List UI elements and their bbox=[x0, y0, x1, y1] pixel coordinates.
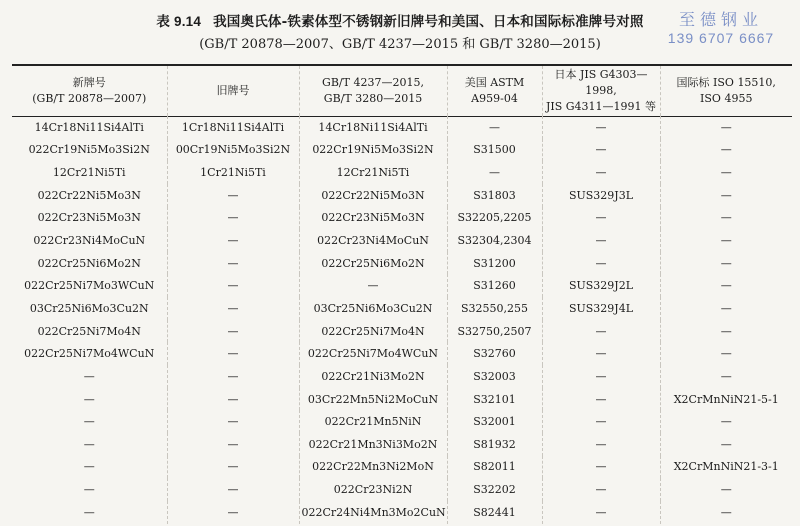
table-cell-col-astm: S31500 bbox=[447, 139, 542, 162]
table-row bbox=[12, 433, 792, 456]
table-cell-col-gbt-4237: 022Cr25Ni6Mo2N bbox=[299, 252, 447, 275]
table-cell-col-astm: S32550,255 bbox=[447, 297, 542, 320]
table-cell-col-gbt-4237: 022Cr23Ni5Mo3N bbox=[299, 207, 447, 230]
table-cell-col-jis: — bbox=[542, 478, 660, 501]
header-line: JIS G4311—1991 等 bbox=[545, 99, 657, 113]
table-cell-col-new-grade: 022Cr25Ni7Mo4WCuN bbox=[24, 347, 155, 361]
table-cell-col-gbt-4237: 022Cr19Ni5Mo3Si2N bbox=[299, 139, 447, 162]
header-line: A959-04 bbox=[471, 92, 518, 105]
header-col-old-grade bbox=[167, 66, 299, 116]
table-cell-col-jis: — bbox=[542, 252, 660, 275]
table-row bbox=[12, 184, 792, 207]
table-cell-col-gbt-4237: 022Cr23Ni4MoCuN bbox=[299, 229, 447, 252]
table-cell-col-iso: — bbox=[660, 501, 792, 524]
table-cell-col-jis: SUS329J2L bbox=[542, 274, 660, 297]
table-cell-col-gbt-4237: 022Cr22Ni5Mo3N bbox=[299, 184, 447, 207]
table-cell-col-old-grade: — bbox=[167, 320, 299, 343]
table-cell-col-old-grade: — bbox=[167, 297, 299, 320]
table-cell-col-new-grade: 022Cr19Ni5Mo3Si2N bbox=[28, 143, 150, 157]
table-cell-col-old-grade: — bbox=[167, 478, 299, 501]
table-cell-col-jis: — bbox=[542, 501, 660, 524]
header-line: (GB/T 20878—2007) bbox=[32, 92, 147, 105]
table-cell-col-old-grade: 1Cr18Ni11Si4AlTi bbox=[167, 116, 299, 139]
table-cell-col-iso: X2CrMnNiN21-5-1 bbox=[660, 388, 792, 411]
table-cell-col-gbt-4237: 022Cr25Ni7Mo4WCuN bbox=[299, 342, 447, 365]
table-cell-col-new-grade: 022Cr23Ni4MoCuN bbox=[33, 234, 146, 248]
table-cell-col-old-grade: — bbox=[167, 410, 299, 433]
table-cell-col-gbt-4237: 022Cr23Ni2N bbox=[299, 478, 447, 501]
table-cell-col-iso: — bbox=[660, 274, 792, 297]
table-cell-col-new-grade: — bbox=[83, 415, 95, 429]
table-cell-col-iso: — bbox=[660, 139, 792, 162]
table-cell-col-astm: S81932 bbox=[447, 433, 542, 456]
table-cell-col-gbt-4237: 022Cr21Ni3Mo2N bbox=[299, 365, 447, 388]
table-header bbox=[12, 66, 792, 116]
table-cell-col-new-grade: 022Cr25Ni7Mo3WCuN bbox=[24, 279, 155, 293]
watermark-phone: 139 6707 6667 bbox=[667, 30, 775, 47]
table-cell-col-astm: S32003 bbox=[447, 365, 542, 388]
table-cell-col-old-grade: — bbox=[167, 456, 299, 479]
table-cell-col-new-grade: 12Cr21Ni5Ti bbox=[52, 166, 126, 180]
header-col-jis bbox=[542, 66, 660, 116]
table-cell-col-new-grade: — bbox=[83, 505, 95, 519]
table-cell-col-old-grade: — bbox=[167, 184, 299, 207]
header-line: GB/T 3280—2015 bbox=[323, 92, 423, 105]
table-row bbox=[12, 456, 792, 479]
header-line: 新牌号 bbox=[72, 76, 106, 90]
header-row bbox=[12, 66, 792, 116]
header-col-iso bbox=[660, 66, 792, 116]
table-cell-col-old-grade: — bbox=[167, 274, 299, 297]
table-cell-col-gbt-4237: 022Cr25Ni7Mo4N bbox=[299, 320, 447, 343]
table-cell-col-jis: — bbox=[542, 410, 660, 433]
table-cell-col-astm: S32001 bbox=[447, 410, 542, 433]
table-cell-col-old-grade: — bbox=[167, 342, 299, 365]
table-cell-col-gbt-4237: 03Cr25Ni6Mo3Cu2N bbox=[299, 297, 447, 320]
table-row bbox=[12, 274, 792, 297]
header-line: ISO 4955 bbox=[700, 92, 753, 105]
table-cell-col-iso: — bbox=[660, 252, 792, 275]
table-cell-col-iso: — bbox=[660, 297, 792, 320]
table-cell-col-iso: — bbox=[660, 365, 792, 388]
header-line: 旧牌号 bbox=[216, 84, 250, 98]
table-cell-col-iso: — bbox=[660, 410, 792, 433]
table-cell-col-new-grade: — bbox=[83, 437, 95, 451]
table-cell-col-old-grade: — bbox=[167, 388, 299, 411]
table-cell-col-iso: — bbox=[660, 207, 792, 230]
table-cell-col-iso: — bbox=[660, 433, 792, 456]
table-cell-col-jis: SUS329J3L bbox=[542, 184, 660, 207]
table-cell-col-gbt-4237: 12Cr21Ni5Ti bbox=[299, 161, 447, 184]
table-cell-col-new-grade: 022Cr25Ni6Mo2N bbox=[37, 256, 141, 270]
table-cell-col-jis: — bbox=[542, 320, 660, 343]
table-cell-col-gbt-4237: 022Cr21Mn3Ni3Mo2N bbox=[299, 433, 447, 456]
table-cell-col-astm: S32760 bbox=[447, 342, 542, 365]
table-cell-col-old-grade: — bbox=[167, 207, 299, 230]
header-col-gbt-4237 bbox=[299, 66, 447, 116]
table-cell-col-astm: S32202 bbox=[447, 478, 542, 501]
table-cell-col-iso: — bbox=[660, 229, 792, 252]
table-row bbox=[12, 139, 792, 162]
header-line: GB/T 4237—2015, bbox=[322, 76, 424, 90]
table-row bbox=[12, 297, 792, 320]
table-cell-col-jis: — bbox=[542, 207, 660, 230]
table-cell-col-iso: — bbox=[660, 161, 792, 184]
table-cell-col-gbt-4237: — bbox=[299, 274, 447, 297]
table-cell-col-new-grade: — bbox=[83, 460, 95, 474]
table-cell-col-astm: S32205,2205 bbox=[447, 207, 542, 230]
table-row bbox=[12, 116, 792, 139]
table-number: 表 9.14 bbox=[156, 14, 202, 29]
table-cell-col-old-grade: — bbox=[167, 229, 299, 252]
table-cell-col-astm: S82441 bbox=[447, 501, 542, 524]
table-cell-col-gbt-4237: 022Cr22Mn3Ni2MoN bbox=[299, 456, 447, 479]
table-cell-col-new-grade: 022Cr23Ni5Mo3N bbox=[37, 211, 141, 225]
table-row bbox=[12, 207, 792, 230]
table-cell-col-iso: — bbox=[660, 184, 792, 207]
watermark bbox=[656, 12, 786, 46]
table-cell-col-astm: S32101 bbox=[447, 388, 542, 411]
table-cell-col-new-grade: 022Cr22Ni5Mo3N bbox=[37, 188, 141, 202]
table-row bbox=[12, 229, 792, 252]
table-cell-col-jis: — bbox=[542, 139, 660, 162]
header-line: 美国 ASTM bbox=[464, 76, 525, 90]
table-cell-col-new-grade: — bbox=[83, 369, 95, 383]
table-cell-col-new-grade: 14Cr18Ni11Si4AlTi bbox=[34, 120, 144, 134]
table-cell-col-old-grade: 00Cr19Ni5Mo3Si2N bbox=[167, 139, 299, 162]
table-cell-col-old-grade: — bbox=[167, 252, 299, 275]
table-cell-col-new-grade: 03Cr25Ni6Mo3Cu2N bbox=[29, 301, 149, 315]
watermark-company: 至德钢业 bbox=[678, 12, 763, 29]
table-cell-col-jis: — bbox=[542, 433, 660, 456]
table-cell-col-new-grade: — bbox=[83, 392, 95, 406]
table-cell-col-astm: S82011 bbox=[447, 456, 542, 479]
table-cell-col-old-grade: — bbox=[167, 433, 299, 456]
table-cell-col-astm: S32304,2304 bbox=[447, 229, 542, 252]
table-row bbox=[12, 410, 792, 433]
table-cell-col-jis: — bbox=[542, 388, 660, 411]
table-cell-col-iso: — bbox=[660, 478, 792, 501]
table-cell-col-gbt-4237: 022Cr21Mn5NiN bbox=[299, 410, 447, 433]
table-cell-col-astm: S31260 bbox=[447, 274, 542, 297]
table-cell-col-gbt-4237: 14Cr18Ni11Si4AlTi bbox=[299, 116, 447, 139]
table-cell-col-iso: — bbox=[660, 342, 792, 365]
table-cell-col-jis: — bbox=[542, 229, 660, 252]
table-cell-col-astm: S31803 bbox=[447, 184, 542, 207]
table-cell-col-jis: — bbox=[542, 116, 660, 139]
header-col-astm bbox=[447, 66, 542, 116]
table-cell-col-astm: — bbox=[447, 116, 542, 139]
table-cell-col-gbt-4237: 03Cr22Mn5Ni2MoCuN bbox=[299, 388, 447, 411]
table-cell-col-iso: X2CrMnNiN21-3-1 bbox=[660, 456, 792, 479]
table-cell-col-gbt-4237: 022Cr24Ni4Mn3Mo2CuN bbox=[299, 501, 447, 524]
table-cell-col-iso: — bbox=[660, 320, 792, 343]
table-cell-col-astm: — bbox=[447, 161, 542, 184]
table-row bbox=[12, 252, 792, 275]
table-row bbox=[12, 342, 792, 365]
table-body bbox=[12, 116, 792, 524]
table-cell-col-jis: — bbox=[542, 161, 660, 184]
table-row bbox=[12, 388, 792, 411]
table-cell-col-old-grade: — bbox=[167, 365, 299, 388]
header-col-new-grade bbox=[12, 66, 167, 116]
table-cell-col-jis: — bbox=[542, 365, 660, 388]
header-line: 国际标 ISO 15510, bbox=[676, 76, 776, 90]
header-line: 日本 JIS G4303—1998, bbox=[554, 68, 648, 98]
table-cell-col-new-grade: 022Cr25Ni7Mo4N bbox=[37, 324, 141, 338]
table-cell-col-new-grade: — bbox=[83, 483, 95, 497]
table-cell-col-astm: S31200 bbox=[447, 252, 542, 275]
table-cell-col-iso: — bbox=[660, 116, 792, 139]
table-row bbox=[12, 161, 792, 184]
grade-comparison-table bbox=[12, 66, 792, 524]
table-subtitle: (GB/T 20878—2007、GB/T 4237—2015 和 GB/T 3280—2015) bbox=[199, 37, 601, 52]
table-cell-col-jis: — bbox=[542, 342, 660, 365]
table-cell-col-old-grade: 1Cr21Ni5Ti bbox=[167, 161, 299, 184]
table-cell-col-jis: — bbox=[542, 456, 660, 479]
table-row bbox=[12, 365, 792, 388]
table-title-text: 我国奥氏体-铁素体型不锈钢新旧牌号和美国、日本和国际标准牌号对照 bbox=[213, 14, 644, 30]
table-row bbox=[12, 501, 792, 524]
table-row bbox=[12, 320, 792, 343]
table-cell-col-astm: S32750,2507 bbox=[447, 320, 542, 343]
table-cell-col-jis: SUS329J4L bbox=[542, 297, 660, 320]
table-row bbox=[12, 478, 792, 501]
table-cell-col-old-grade: — bbox=[167, 501, 299, 524]
